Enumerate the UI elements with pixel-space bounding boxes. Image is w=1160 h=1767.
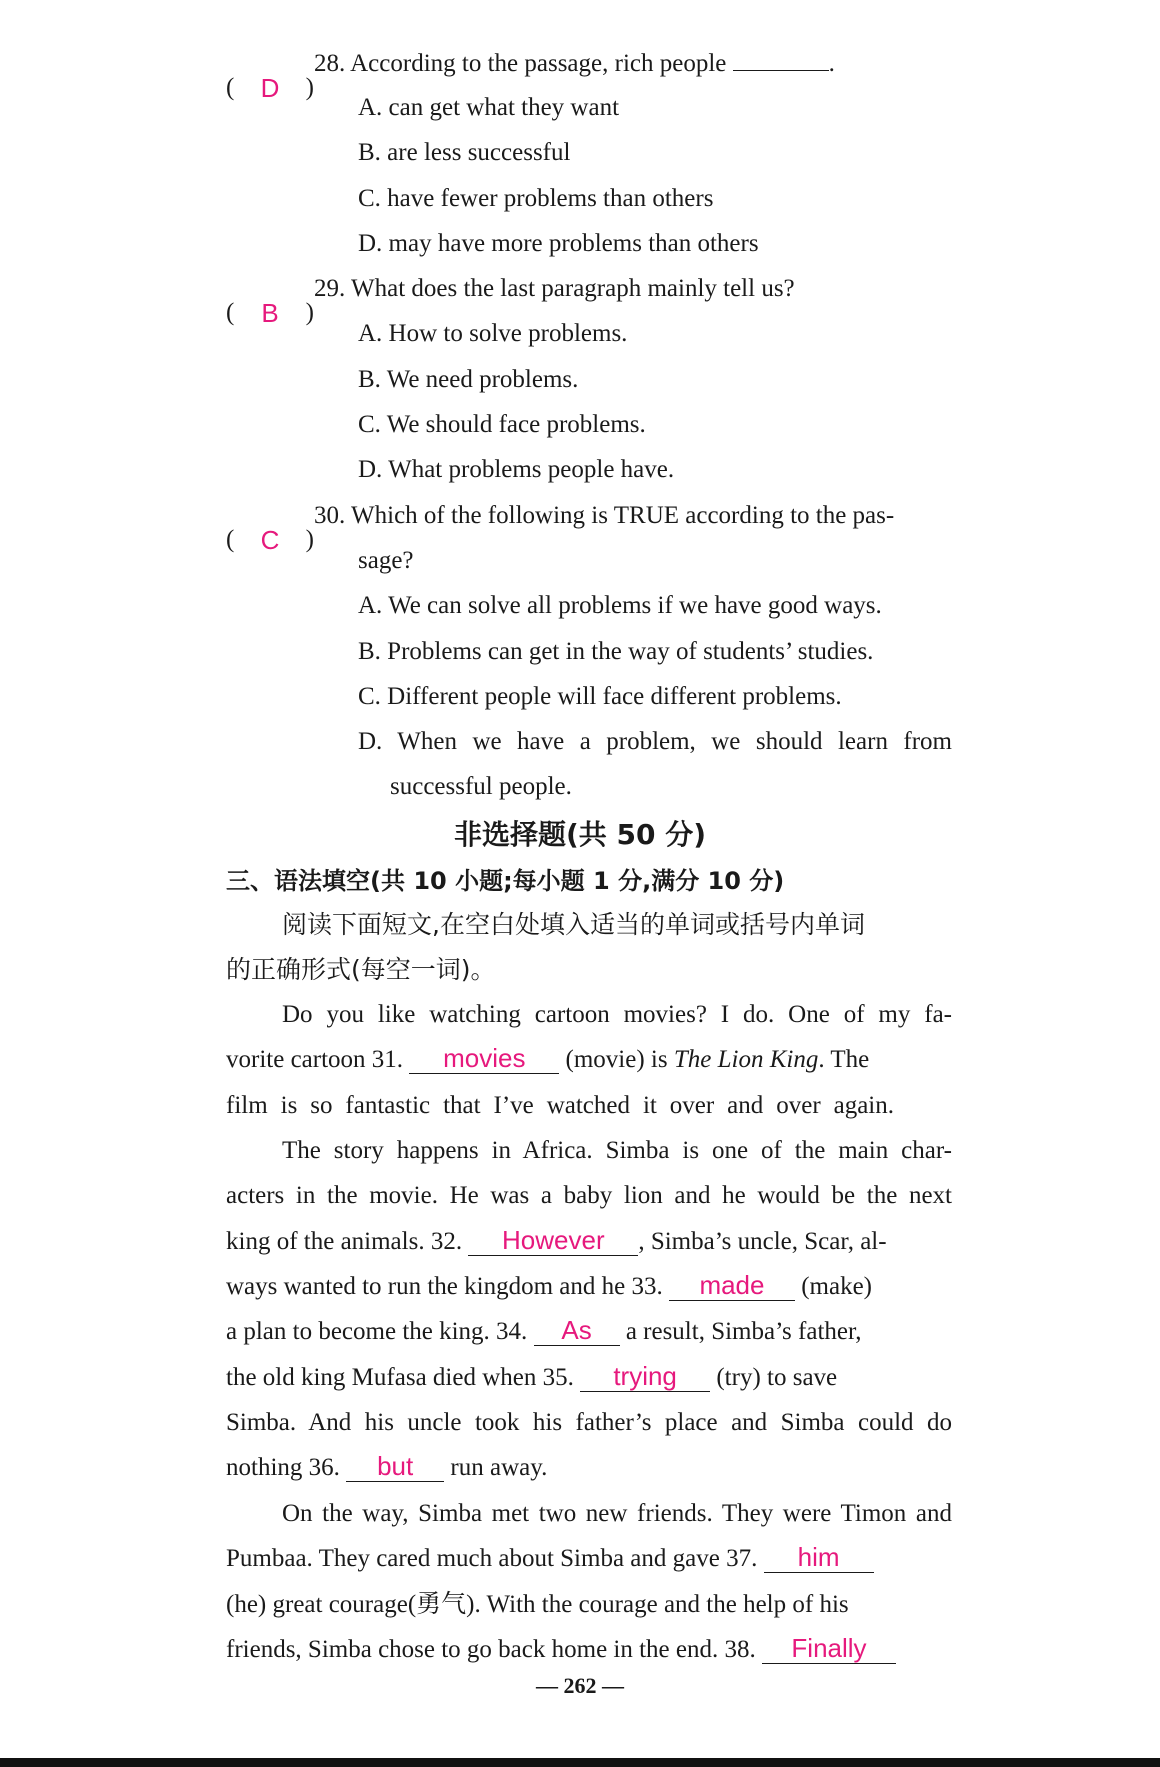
option-30c: C. Different people will face different problems. xyxy=(358,683,842,710)
passage-p2-line-6: the old king Mufasa died when 35. trying (try) to save xyxy=(226,1361,838,1391)
passage-p1-line-3: film is so fantastic that I’ve watched it over and over again. xyxy=(226,1092,894,1119)
question-29: ( B ) 29. What does the last paragraph mainly tell us? xyxy=(226,275,795,328)
passage-p1-line-1: Do you like watching cartoon movies? I do. One of my fa- xyxy=(282,1001,952,1028)
option-28b: B. are less successful xyxy=(358,139,571,166)
blank-32: However xyxy=(468,1225,638,1256)
passage-p3-line-3: (he) great courage(勇气). With the courage and the help of his xyxy=(226,1589,849,1618)
blank-28 xyxy=(733,46,829,71)
blank-37: him xyxy=(764,1542,874,1573)
question-28: ( D ) 28. According to the passage, rich people . xyxy=(226,46,835,81)
instructions-line-1: 阅读下面短文,在空白处填入适当的单词或括号内单词 xyxy=(282,910,865,939)
blank-36: but xyxy=(346,1451,444,1482)
page-number: — 262 — xyxy=(536,1673,624,1698)
passage-p2-line-7: Simba. And his uncle took his father’s place and Simba could do xyxy=(226,1409,952,1436)
instructions-line-2: 的正确形式(每空一词)。 xyxy=(226,955,496,984)
option-29a: A. How to solve problems. xyxy=(358,320,628,347)
passage-p2-line-3: king of the animals. 32. However , Simba’s uncle, Scar, al- xyxy=(226,1225,887,1255)
section-heading: 非选择题(共 50 分) xyxy=(453,818,707,851)
passage-p2-line-4: ways wanted to run the kingdom and he 33. made (make) xyxy=(226,1270,873,1300)
answer-29: B xyxy=(261,298,279,328)
blank-34: As xyxy=(534,1315,620,1346)
option-30a: A. We can solve all problems if we have good ways. xyxy=(358,592,882,619)
option-28c: C. have fewer problems than others xyxy=(358,185,714,212)
option-30d-cont: successful people. xyxy=(390,773,572,800)
option-30d: D. When we have a problem, we should learn from xyxy=(358,728,952,755)
passage-p2-line-2: acters in the movie. He was a baby lion and he would be the next xyxy=(226,1182,952,1209)
section-title: 三、语法填空(共 10 小题;每小题 1 分,满分 10 分) xyxy=(226,867,785,895)
passage-p2-line-1: The story happens in Africa. Simba is one of the main char- xyxy=(282,1137,952,1164)
passage-p3-line-1: On the way, Simba met two new friends. They were Timon and xyxy=(282,1500,952,1527)
passage-p2-line-5: a plan to become the king. 34. As a result, Simba’s father, xyxy=(226,1315,862,1345)
blank-33: made xyxy=(669,1270,795,1301)
option-28a: A. can get what they want xyxy=(358,94,620,121)
option-29d: D. What problems people have. xyxy=(358,456,675,483)
movie-title: The Lion King xyxy=(673,1046,819,1073)
option-29c: C. We should face problems. xyxy=(358,411,646,438)
passage-p2-line-8: nothing 36. but run away. xyxy=(226,1451,548,1481)
passage-p3-line-2: Pumbaa. They cared much about Simba and gave 37. him xyxy=(226,1542,874,1576)
question-30: ( C ) 30. Which of the following is TRUE according to the pas- xyxy=(226,502,895,555)
option-29b: B. We need problems. xyxy=(358,366,579,393)
option-28d: D. may have more problems than others xyxy=(358,230,759,257)
bottom-bar xyxy=(0,1758,1160,1767)
question-29-stem: 29. What does the last paragraph mainly tell us? xyxy=(314,275,795,302)
blank-35: trying xyxy=(580,1361,710,1392)
blank-31: movies xyxy=(409,1043,559,1074)
answer-28: D xyxy=(260,73,280,103)
option-30b: B. Problems can get in the way of students’ studies. xyxy=(358,638,874,665)
blank-38: Finally xyxy=(762,1633,896,1664)
question-28-stem: 28. According to the passage, rich people xyxy=(314,50,733,77)
question-30-stem: 30. Which of the following is TRUE according to the pas- xyxy=(314,502,895,529)
passage-p1-line-2: vorite cartoon 31. movies (movie) is The Lion King. The xyxy=(226,1043,870,1073)
passage-p3-line-4: friends, Simba chose to go back home in the end. 38. Finally xyxy=(226,1633,896,1667)
answer-30: C xyxy=(260,525,280,555)
question-30-stem-cont: sage? xyxy=(358,547,414,574)
